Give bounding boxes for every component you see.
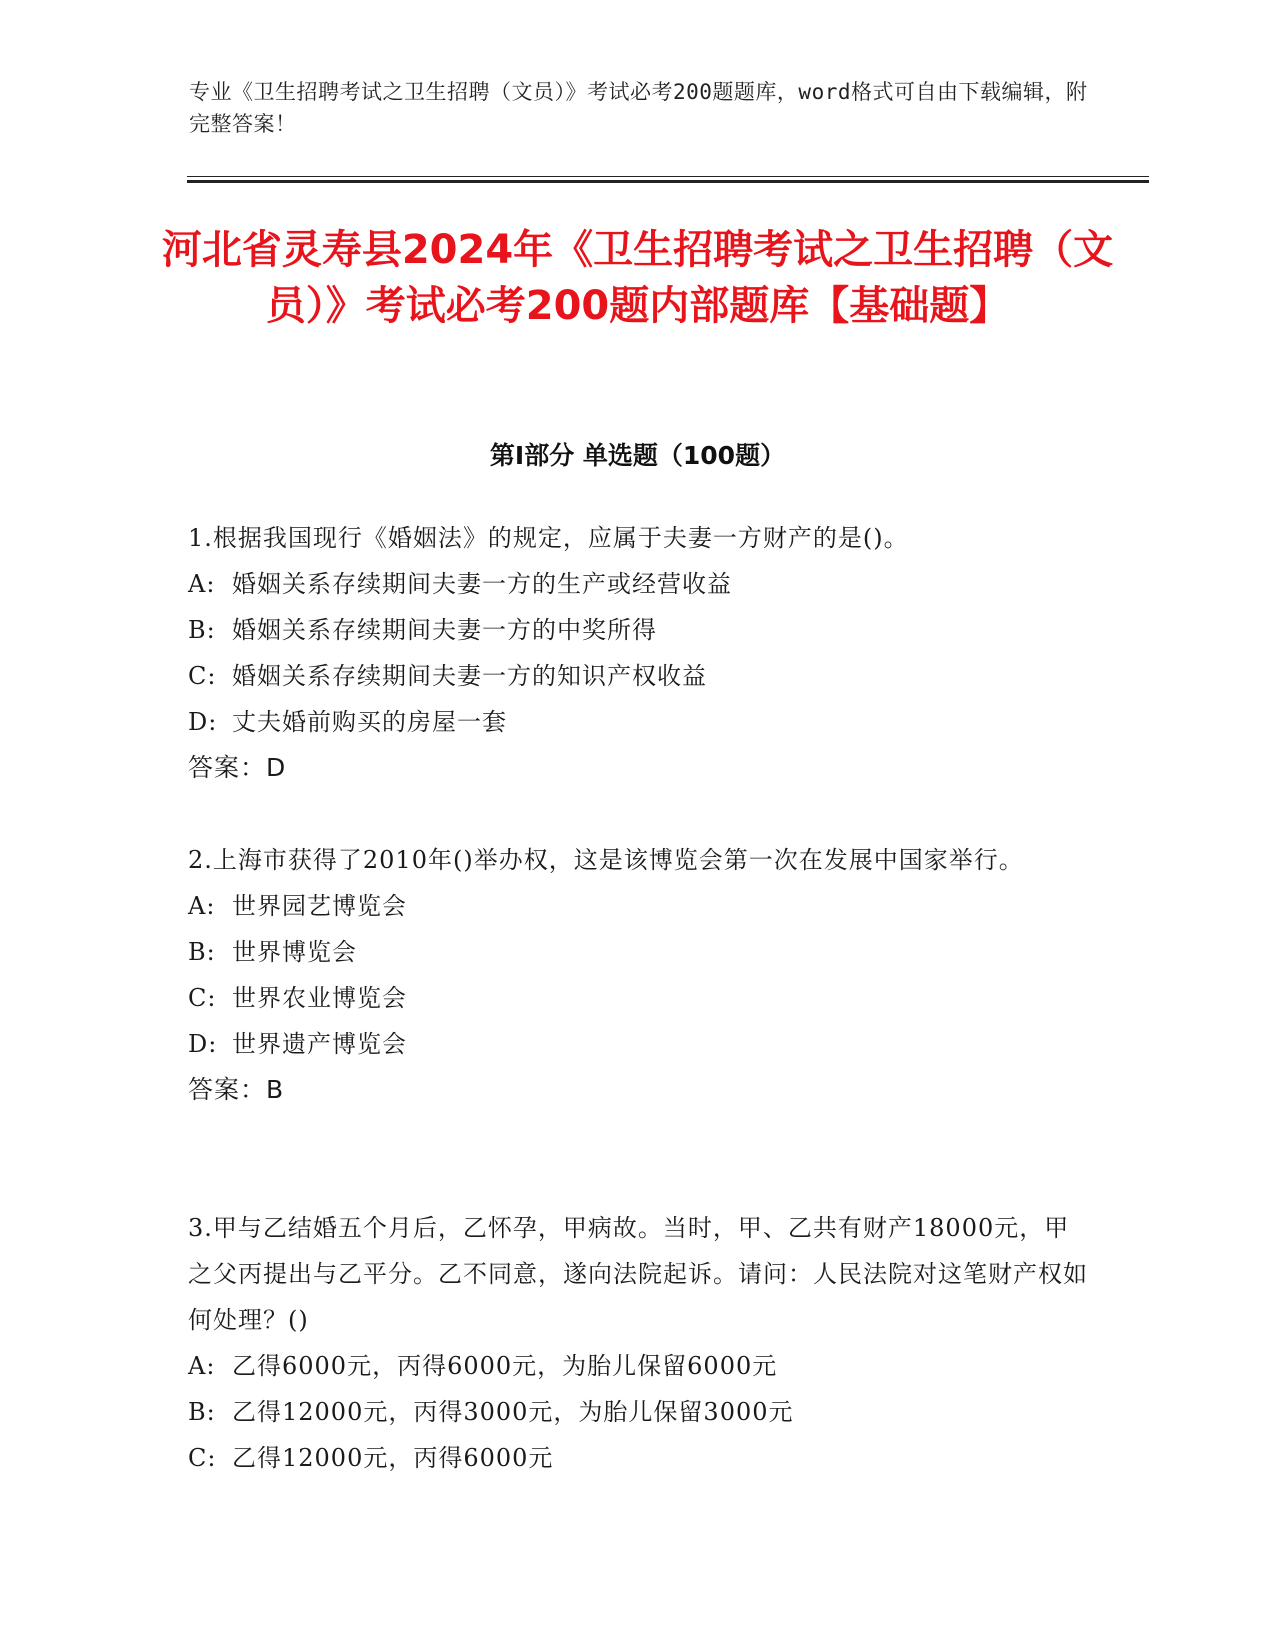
option-c: [188, 1435, 1088, 1481]
option-key: C:: [188, 984, 217, 1012]
answer-line: 答案：B: [188, 1075, 285, 1104]
question-1: [188, 515, 1088, 791]
question-2: [188, 837, 1088, 1113]
section-title: 第Ⅰ部分 单选题（100题）: [489, 441, 786, 470]
answer-line: 答案：D: [188, 753, 287, 782]
document-title: 河北省灵寿县2024年《卫生招聘考试之卫生招聘（文员）》考试必考200题内部题库【基础题】: [161, 227, 1114, 329]
option-c: [188, 653, 1088, 699]
option-text: 乙得6000元，丙得6000元，为胎儿保留6000元: [232, 1352, 778, 1380]
option-text: 世界农业博览会: [232, 984, 407, 1012]
question-stem: 2.上海市获得了2010年()举办权，这是该博览会第一次在发展中国家举行。: [188, 846, 1024, 874]
option-c: [188, 975, 1088, 1021]
option-text: 婚姻关系存续期间夫妻一方的生产或经营收益: [232, 570, 732, 598]
option-a: [188, 883, 1088, 929]
option-text: 丈夫婚前购买的房屋一套: [232, 708, 507, 736]
option-key: B:: [188, 938, 216, 966]
option-a: [188, 1343, 1088, 1389]
option-text: 世界博览会: [232, 938, 357, 966]
question-stem: 1.根据我国现行《婚姻法》的规定，应属于夫妻一方财产的是()。: [188, 524, 909, 552]
header-note: 专业《卫生招聘考试之卫生招聘（文员）》考试必考200题题库，word格式可自由下载编辑，附完整答案！: [189, 80, 1088, 136]
option-text: 乙得12000元，丙得3000元，为胎儿保留3000元: [232, 1398, 794, 1426]
header-divider-thick: [187, 180, 1149, 183]
question-stem: 3.甲与乙结婚五个月后，乙怀孕，甲病故。当时，甲、乙共有财产18000元，甲之父丙提出与乙平分。乙不同意，遂向法院起诉。请问：人民法院对这笔财产权如何处理？(): [188, 1214, 1088, 1334]
option-d: [188, 699, 1088, 745]
header-divider-thin: [187, 176, 1149, 177]
option-text: 乙得12000元，丙得6000元: [232, 1444, 554, 1472]
option-key: A:: [188, 892, 216, 920]
question-3: [188, 1205, 1088, 1481]
option-key: C:: [188, 662, 217, 690]
option-text: 世界园艺博览会: [232, 892, 407, 920]
option-text: 世界遗产博览会: [232, 1030, 407, 1058]
option-a: [188, 561, 1088, 607]
option-b: [188, 929, 1088, 975]
option-key: D:: [188, 708, 218, 736]
option-key: C:: [188, 1444, 217, 1472]
option-key: B:: [188, 1398, 216, 1426]
option-key: A:: [188, 1352, 216, 1380]
option-key: B:: [188, 616, 216, 644]
option-text: 婚姻关系存续期间夫妻一方的中奖所得: [232, 616, 657, 644]
option-key: D:: [188, 1030, 218, 1058]
option-d: [188, 1021, 1088, 1067]
option-text: 婚姻关系存续期间夫妻一方的知识产权收益: [232, 662, 707, 690]
option-b: [188, 607, 1088, 653]
option-b: [188, 1389, 1088, 1435]
option-key: A:: [188, 570, 216, 598]
